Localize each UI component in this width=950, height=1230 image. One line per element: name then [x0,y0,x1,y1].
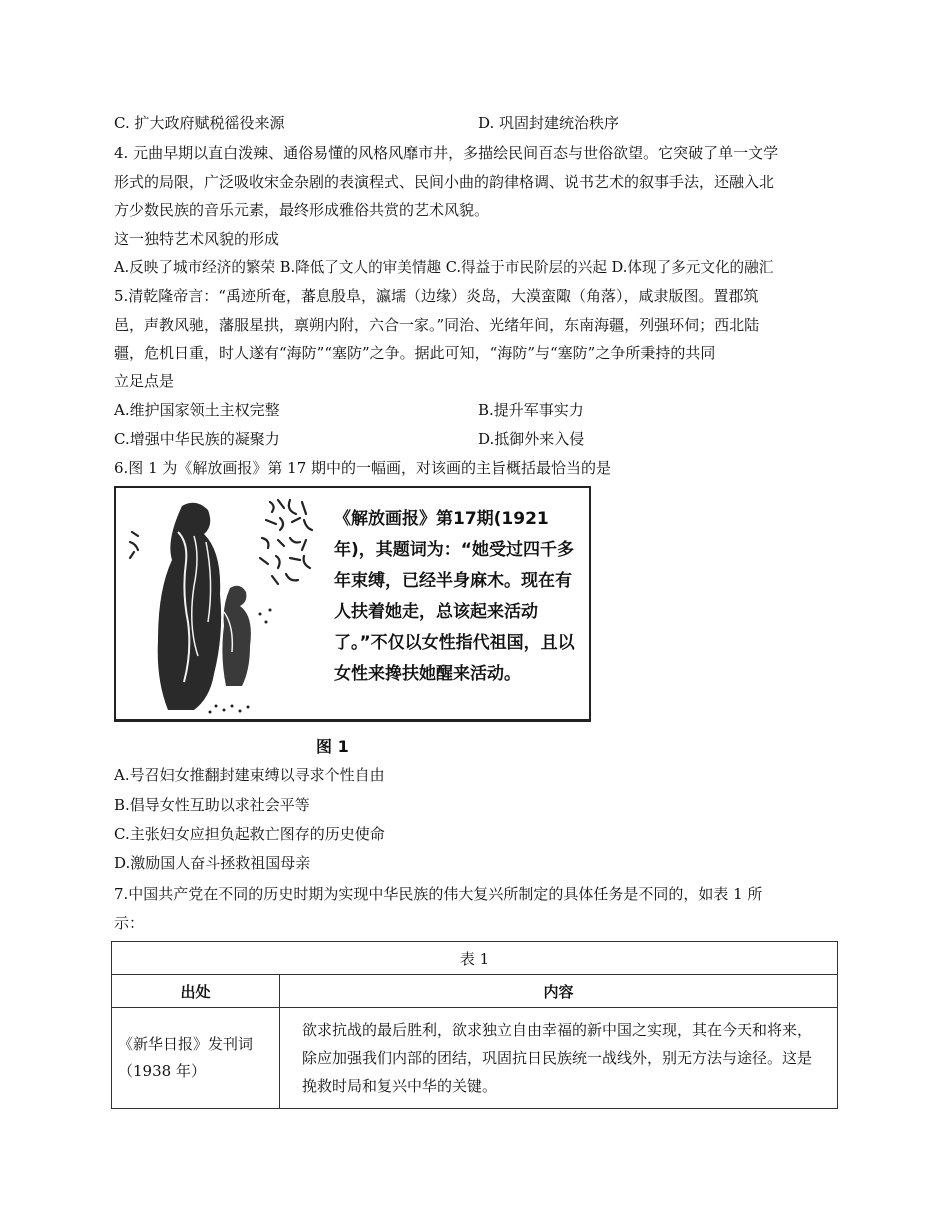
q3-option-c: C. 扩大政府赋税徭役来源 [114,114,285,132]
figure-1 [114,486,591,722]
q4-stem-line-3: 方少数民族的音乐元素，最终形成雅俗共赏的艺术风貌。 [114,201,490,219]
q5-stem-line-2: 邑，声教风驰，藩服星拱，禀朔内附，六合一家。”同治、光绪年间，东南海疆，列强环伺；西北陆 [114,316,760,334]
q6-option-a: A.号召妇女推翻封建束缚以寻求个性自由 [114,766,385,784]
table-1 [111,941,838,1109]
table-cell-source: 《新华日报》发刊词（1938 年） [112,1008,280,1109]
q5-option-a: A.维护国家领土主权完整 [114,401,280,419]
q6-option-d: D.激励国人奋斗拯救祖国母亲 [114,854,311,872]
q4-stem-line-4: 这一独特艺术风貌的形成 [114,230,280,248]
q4-stem-line-2: 形式的局限，广泛吸收宋金杂剧的表演程式、民间小曲的韵律格调、说书艺术的叙事手法，还融入北 [114,173,775,191]
figure-caption-text: 《解放画报》第17期(1921年)，其题词为：“她受过四千多年束缚，已经半身麻木。现在有人扶着她走，总该起来活动了。”不仅以女性指代祖国，且以女性来搀扶她醒来活动。 [334,509,575,684]
q5-option-b: B.提升军事实力 [478,401,584,419]
q6-option-c: C.主张妇女应担负起救亡图存的历史使命 [114,825,385,843]
q5-option-d: D.抵御外来入侵 [478,430,585,448]
q5-stem-line-4: 立足点是 [114,372,175,390]
q7-stem-line-1: 7.中国共产党在不同的历史时期为实现中华民族的伟大复兴所制定的具体任务是不同的，如表 1 所 [114,885,763,903]
q6-stem: 6.图 1 为《解放画报》第 17 期中的一幅画，对该画的主旨概括最恰当的是 [114,459,612,477]
figure-label: 图 1 [316,737,349,756]
table-header-source: 出处 [112,975,280,1008]
q5-stem-line-3: 疆，危机日重，时人遂有“海防”“塞防”之争。据此可知，“海防”与“塞防”之争所秉持的共同 [114,344,716,362]
q4-options: A.反映了城市经济的繁荣 B.降低了文人的审美情趣 C.得益于市民阶层的兴起 D.体现了多元文化的融汇 [114,259,774,276]
table-header-content: 内容 [280,975,838,1008]
woodcut-illustration-icon [120,492,325,718]
q3-option-d: D. 巩固封建统治秩序 [478,114,620,132]
q7-stem-line-2: 示： [114,914,145,932]
q5-stem-line-1: 5.清乾隆帝言：“禹迹所奄，蕃息殷阜，瀛壖（边缘）炎岛，大漠蛮陬（角落），咸隶版图。置郡筑 [114,287,759,305]
q4-stem-line-1: 4. 元曲早期以直白泼辣、通俗易懂的风格风靡市井，多描绘民间百态与世俗欲望。它突破了单一文学 [114,144,779,162]
table-row [112,1008,838,1109]
q5-option-c: C.增强中华民族的凝聚力 [114,430,280,448]
table-title: 表 1 [112,942,838,975]
q6-option-b: B.倡导女性互助以求社会平等 [114,796,310,814]
table-cell-content: 欲求抗战的最后胜利，欲求独立自由幸福的新中国之实现，其在今天和将来，除应加强我们内部的团结，巩固抗日民族统一战线外，别无方法与途径。这是挽救时局和复兴中华的关键。 [280,1008,838,1109]
